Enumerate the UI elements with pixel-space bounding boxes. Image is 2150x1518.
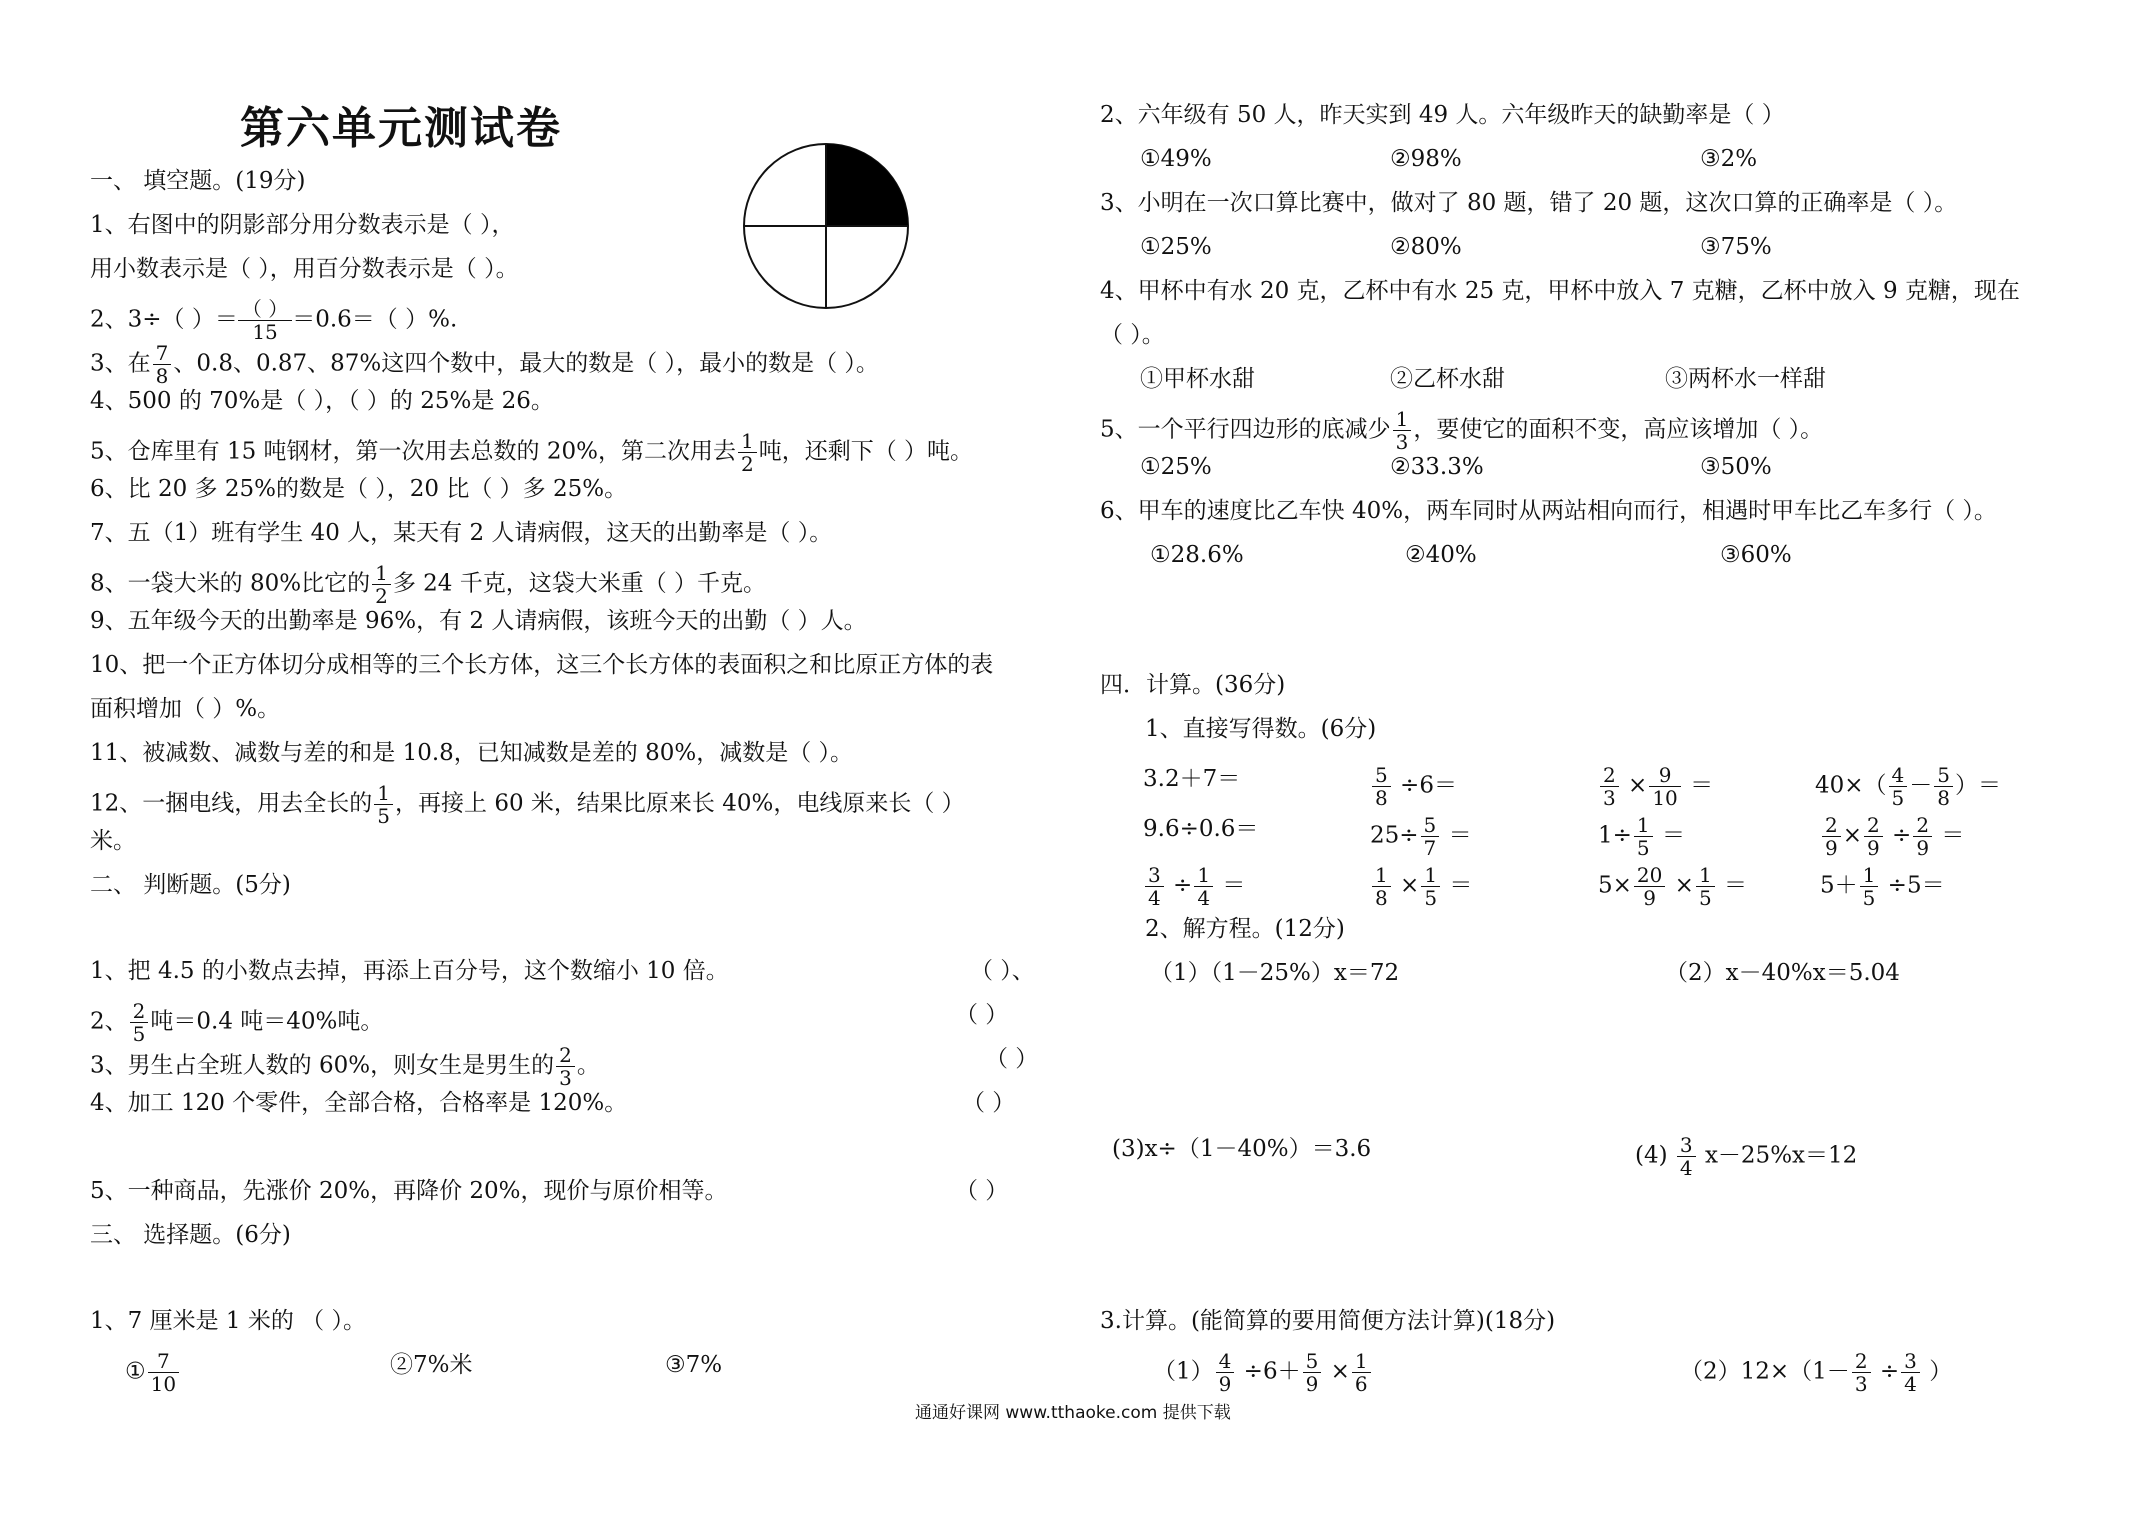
sub-simplify: 3.计算。(能简算的要用简便方法计算)(18分): [1100, 1308, 1556, 1334]
fraction-denominator: 5: [1698, 886, 1712, 910]
fraction-numerator: 5: [1421, 814, 1440, 837]
judge-1: 1、把 4.5 的小数点去掉，再添上百分号，这个数缩小 10 倍。: [90, 958, 729, 984]
fraction: [1421, 814, 1440, 859]
fraction-denominator: 4: [1904, 1372, 1917, 1396]
expr-2: $\frac{5}{8}$ ÷6＝: [1370, 764, 1457, 809]
fraction: [1860, 864, 1879, 909]
fraction: [1303, 1350, 1322, 1395]
question-8-start: 8、一袋大米的 80%比它的: [90, 570, 371, 597]
simplify-2: [1680, 1350, 1952, 1395]
equation-3: (3)x÷（1－40%）＝3.6: [1112, 1136, 1372, 1162]
fraction-numerator: 3: [1677, 1134, 1696, 1157]
fraction-numerator: 1: [1393, 408, 1412, 431]
choice-3: 3、小明在一次口算比赛中，做对了 80 题，错了 20 题，这次口算的正确率是（ ）。: [1100, 190, 1958, 216]
fraction-numerator: 4: [1889, 764, 1908, 787]
choice-4-option-c: ③两杯水一样甜: [1665, 366, 1826, 392]
question-7: 7、五（1）班有学生 40 人，某天有 2 人请病假，这天的出勤率是（ ）。: [90, 520, 833, 546]
equation-1: （1）（1－25%）x＝72: [1150, 960, 1400, 986]
fraction-denominator: 8: [1937, 786, 1951, 810]
simplify-1-label: （1）: [1153, 1358, 1214, 1385]
judge-3-answer: （ ）: [985, 1046, 1039, 1072]
fraction-numerator: 4: [1216, 1350, 1235, 1373]
fraction-numerator: 2: [1864, 814, 1883, 837]
fraction-two-thirds: [556, 1044, 575, 1089]
fraction-numerator: 3: [1145, 864, 1164, 887]
question-10b: 面积增加（ ）%。: [90, 696, 281, 722]
fraction: [1634, 864, 1665, 909]
question-8: [90, 562, 766, 607]
choice-6: 6、甲车的速度比乙车快 40%，两车同时从两站相向而行，相遇时甲车比乙车多行（ ）。: [1100, 498, 1997, 524]
fraction: [1913, 814, 1932, 859]
fraction-denominator: 10: [1652, 786, 1678, 810]
fraction: [1934, 764, 1953, 809]
fraction: [1901, 1350, 1920, 1395]
question-4: 4、500 的 70%是（ ），（ ）的 25%是 26。: [90, 388, 554, 414]
fraction-denominator: 2: [375, 584, 388, 608]
fraction-denominator: 9: [1916, 836, 1930, 860]
fraction-denominator: 3: [1603, 786, 1616, 810]
expr-8: $\frac{2}{9}$ × $\frac{2}{9}$ ÷ $\frac{2}{9}$ ＝: [1820, 814, 1964, 859]
judge-5-answer: （ ）: [955, 1178, 1009, 1204]
fraction-numerator: 2: [1852, 1350, 1871, 1373]
expr-4: 40×（ $\frac{4}{5}$ － $\frac{5}{8}$ ）＝: [1815, 763, 2002, 810]
fraction-denominator: 5: [132, 1022, 146, 1046]
choice-3-option-c: ③75%: [1700, 234, 1772, 260]
fraction: [1696, 864, 1715, 909]
fraction-denominator: 8: [1375, 786, 1388, 810]
choice-1-option-c: ③7%: [665, 1352, 723, 1378]
judge-2: [90, 1000, 383, 1045]
fraction-numerator: 2: [1822, 814, 1841, 837]
equation-4: [1635, 1134, 1857, 1179]
question-11: 11、被减数、减数与差的和是 10.8，已知减数是差的 80%，减数是（ ）。: [90, 740, 854, 766]
equation-4-body: x－25%x＝12: [1704, 1142, 1858, 1169]
question-5-end: 吨，还剩下（ ）吨。: [758, 438, 974, 465]
fraction-denominator: 5: [1636, 836, 1650, 860]
choice-1-option-a: [125, 1350, 181, 1395]
fraction-one-third: [1393, 408, 1412, 453]
fraction-denominator: 5: [1862, 886, 1876, 910]
judge-5: 5、一种商品，先涨价 20%，再降价 20%，现价与原价相等。: [90, 1178, 728, 1204]
judge-2-answer: （ ）: [955, 1002, 1009, 1028]
question-6: 6、比 20 多 25%的数是（ ），20 比（ ）多 25%。: [90, 476, 628, 502]
choice-6-option-b: ②40%: [1405, 542, 1477, 568]
fraction-numerator: 20: [1634, 864, 1665, 887]
fraction-numerator: 1: [1372, 864, 1391, 887]
expr-12: 5＋ $\frac{1}{5}$ ÷5＝: [1820, 863, 1945, 910]
fraction-numerator: 5: [1372, 764, 1391, 787]
fraction-denominator: 5: [1891, 786, 1905, 810]
choice-6-option-c: ③60%: [1720, 542, 1792, 568]
equation-2: （2）x－40%x＝5.04: [1665, 960, 1900, 986]
expr-5: 9.6÷0.6＝: [1143, 816, 1259, 842]
question-12: [90, 782, 965, 827]
fraction-denominator: 2: [740, 452, 754, 476]
fraction-denominator: 3: [559, 1066, 572, 1090]
choice-5-option-a: ①25%: [1140, 454, 1212, 480]
fraction-seven-eighths: [153, 342, 172, 387]
fraction-denominator: 9: [1825, 836, 1838, 860]
judge-3: [90, 1044, 600, 1089]
question-10a: 10、把一个正方体切分成相等的三个长方体，这三个长方体的表面积之和比原正方体的表: [90, 652, 994, 678]
fraction-two-fifths: [130, 1000, 149, 1045]
choice-2-option-a: ①49%: [1140, 146, 1212, 172]
question-2-start: 2、3÷（ ）＝: [90, 306, 238, 333]
judge-4: 4、加工 120 个零件，全部合格，合格率是 120%。: [90, 1090, 628, 1116]
fraction-numerator: 1: [738, 430, 757, 453]
choice-5-option-b: ②33.3%: [1390, 454, 1484, 480]
fraction-numerator: 9: [1649, 764, 1680, 787]
sub-equations: 2、解方程。(12分): [1145, 916, 1345, 942]
question-5-start: 5、仓库里有 15 吨钢材，第一次用去总数的 20%，第二次用去: [90, 438, 736, 465]
simplify-2-start: （2）12×（1－: [1680, 1358, 1850, 1385]
fraction-seven-tenths: [148, 1350, 179, 1395]
choice-4a: 4、甲杯中有水 20 克，乙杯中有水 25 克，甲杯中放入 7 克糖，乙杯中放入 9 克糖，现在: [1100, 278, 2020, 304]
fraction: [1649, 764, 1680, 809]
question-2: [90, 298, 457, 343]
fraction-numerator: 1: [1696, 864, 1715, 887]
question-1a: 1、右图中的阴影部分用分数表示是（ ），: [90, 212, 515, 238]
question-12c: 米。: [90, 828, 136, 854]
choice-4-option-b: ②乙杯水甜: [1390, 366, 1505, 392]
expr-11: 5× $\frac{20}{9}$ × $\frac{1}{5}$ ＝: [1598, 863, 1747, 910]
fraction: [1600, 764, 1619, 809]
question-2-end: ＝0.6＝（ ）%.: [292, 306, 458, 333]
fraction-numerator: 7: [148, 1350, 179, 1373]
fraction: [1421, 864, 1440, 909]
fraction: [1864, 814, 1883, 859]
choice-1-option-b: ②7%米: [390, 1352, 473, 1378]
choice-2-option-c: ③2%: [1700, 146, 1758, 172]
fraction-numerator: 7: [153, 342, 172, 365]
fraction-numerator: 1: [1634, 814, 1653, 837]
choice-5-start: 5、一个平行四边形的底减少: [1100, 416, 1391, 443]
fraction-denominator: 4: [1197, 886, 1211, 910]
fraction-denominator: 8: [1375, 886, 1388, 910]
section-fill-blank: 一、 填空题。(19分): [90, 168, 306, 194]
choice-5-end: ，要使它的面积不变，高应该增加（ ）。: [1413, 416, 1824, 443]
choice-3-option-b: ②80%: [1390, 234, 1462, 260]
section-calculation: 四．计算。(36分): [1100, 672, 1286, 698]
choice-2-option-b: ②98%: [1390, 146, 1462, 172]
fraction-numerator: 2: [556, 1044, 575, 1067]
judge-2-text: 吨＝0.4 吨＝40%吨。: [150, 1008, 384, 1035]
question-3-start: 3、在: [90, 350, 151, 377]
fraction-denominator: 7: [1423, 836, 1437, 860]
fraction-denominator: 10: [150, 1372, 177, 1396]
expr-10: $\frac{1}{8}$ × $\frac{1}{5}$ ＝: [1370, 864, 1472, 909]
expr-3: $\frac{2}{3}$ × $\frac{9}{10}$ ＝: [1598, 764, 1713, 809]
fraction-denominator: 3: [1395, 430, 1409, 454]
fraction-one-fifth: [374, 782, 393, 827]
fraction-numerator: （ ）: [238, 298, 292, 321]
question-9: 9、五年级今天的出勤率是 96%，有 2 人请病假，该班今天的出勤（ ）人。: [90, 608, 867, 634]
fraction-numerator: 2: [130, 1000, 149, 1023]
fraction: [1852, 1350, 1871, 1395]
fraction-numerator: 1: [372, 562, 391, 585]
fraction: [1216, 1350, 1235, 1395]
choice-3-option-a: ①25%: [1140, 234, 1212, 260]
question-1b: 用小数表示是（ ），用百分数表示是（ ）。: [90, 256, 519, 282]
fraction-denominator: 4: [1679, 1156, 1693, 1180]
fraction-denominator: 9: [1643, 886, 1656, 910]
question-12-end: ，再接上 60 米，结果比原来长 40%，电线原来长（ ）: [395, 790, 965, 817]
closing-paren: ）: [1929, 1358, 1953, 1385]
equation-4-label: (4): [1635, 1142, 1668, 1169]
judge-3-start: 3、男生占全班人数的 60%，则女生是男生的: [90, 1052, 555, 1079]
fraction-numerator: 1: [1421, 864, 1440, 887]
judge-3-end: 。: [576, 1052, 600, 1079]
section-true-false: 二、 判断题。(5分): [90, 872, 291, 898]
fraction-denominator: 3: [1854, 1372, 1868, 1396]
judge-1-answer: （ ）、: [970, 958, 1035, 984]
question-12-start: 12、一捆电线，用去全长的: [90, 790, 373, 817]
sub-direct-answers: 1、直接写得数。(6分): [1145, 716, 1377, 742]
fraction-numerator: 1: [1194, 864, 1213, 887]
expr-7: 1÷ $\frac{1}{5}$ ＝: [1598, 813, 1685, 860]
question-5: [90, 430, 973, 475]
choice-2: 2、六年级有 50 人，昨天实到 49 人。六年级昨天的缺勤率是（ ）: [1100, 102, 1785, 128]
judge-4-answer: （ ）: [962, 1090, 1016, 1116]
fraction: [1372, 764, 1391, 809]
expr-1: 3.2＋7＝: [1143, 766, 1241, 792]
quarter-shaded-circle: [740, 140, 912, 312]
page-title: 第六单元测试卷: [240, 103, 562, 154]
fraction-denominator: 4: [1148, 886, 1161, 910]
fraction-numerator: 3: [1901, 1350, 1920, 1373]
choice-5-option-c: ③50%: [1700, 454, 1772, 480]
fraction: [1145, 864, 1164, 909]
fraction-numerator: 1: [1860, 864, 1879, 887]
fraction: [1372, 864, 1391, 909]
fraction: [1634, 814, 1653, 859]
section-choice: 三、 选择题。(6分): [90, 1222, 291, 1248]
fraction: [1889, 764, 1908, 809]
choice-5: [1100, 408, 1823, 453]
option-marker: ①: [125, 1358, 146, 1385]
fraction: [1822, 814, 1841, 859]
fraction: [1352, 1350, 1371, 1395]
fraction-denominator: 8: [155, 364, 169, 388]
fraction-denominator: 9: [1218, 1372, 1232, 1396]
divide-sign: ÷: [1879, 1358, 1900, 1385]
fraction-one-half: [738, 430, 757, 475]
expr-6: 25÷ $\frac{5}{7}$ ＝: [1370, 813, 1472, 860]
choice-6-option-a: ①28.6%: [1150, 542, 1244, 568]
fraction-numerator: 2: [1600, 764, 1619, 787]
fraction-one-half: [372, 562, 391, 607]
question-3: [90, 342, 879, 387]
choice-4b: （ ）。: [1100, 322, 1165, 348]
question-2-fraction: [238, 298, 292, 343]
fraction-denominator: 9: [1305, 1372, 1319, 1396]
choice-1: 1、7 厘米是 1 米的 （ ）。: [90, 1308, 366, 1334]
footer-credit: 通通好课网 www.tthaoke.com 提供下载: [915, 1403, 1231, 1423]
fraction-denominator: 5: [1424, 886, 1438, 910]
question-8-end: 多 24 千克，这袋大米重（ ）千克。: [392, 570, 767, 597]
fraction-denominator: 5: [377, 804, 391, 828]
fraction-denominator: 6: [1354, 1372, 1368, 1396]
fraction-numerator: 5: [1303, 1350, 1322, 1373]
fraction-numerator: 5: [1934, 764, 1953, 787]
fraction-three-quarters: [1677, 1134, 1696, 1179]
fraction-denominator: 9: [1867, 836, 1880, 860]
question-3-end: 、0.8、0.87、87%这四个数中，最大的数是（ ），最小的数是（ ）。: [173, 350, 879, 377]
choice-4-option-a: ①甲杯水甜: [1140, 366, 1255, 392]
simplify-1: （1） $\frac{4}{9}$ ÷6＋ $\frac{5}{9}$ × $\frac{1}{6}$: [1153, 1350, 1373, 1395]
fraction-numerator: 1: [1352, 1350, 1371, 1373]
expr-9: $\frac{3}{4}$ ÷ $\frac{1}{4}$ ＝: [1143, 864, 1245, 909]
judge-2-prefix: 2、: [90, 1008, 128, 1035]
fraction-numerator: 2: [1913, 814, 1932, 837]
fraction: [1194, 864, 1213, 909]
fraction-denominator: 15: [252, 320, 278, 344]
fraction-numerator: 1: [374, 782, 393, 805]
